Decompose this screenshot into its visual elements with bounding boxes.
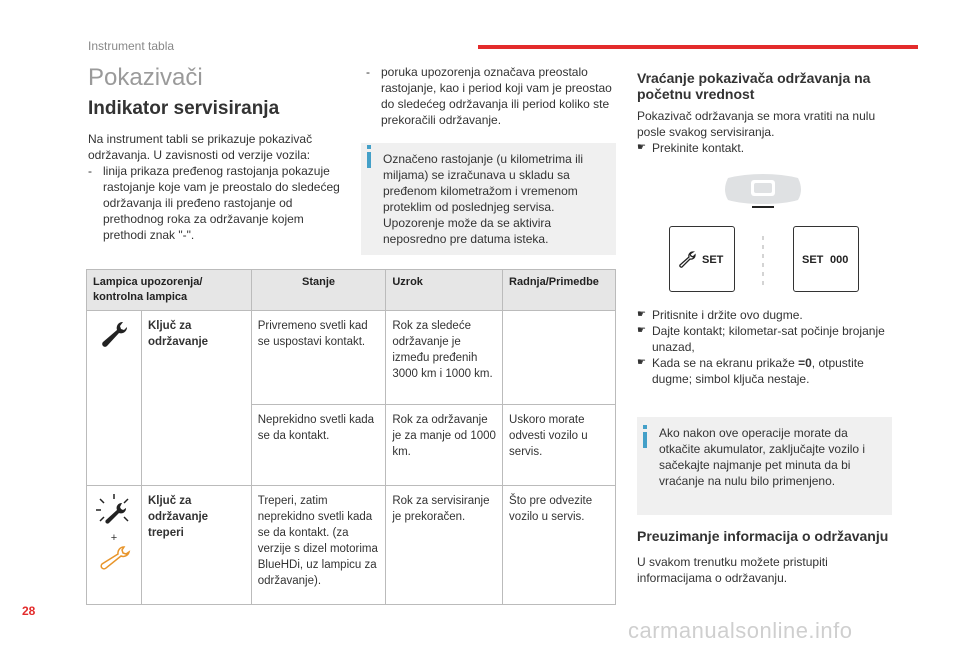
intro-item-2: - poruka upozorenja označava preostalo rastojanje, kao i period koji vam je preostao do sledećeg održavanja ili period koliko ste prekoračili održavanje. (366, 64, 616, 128)
table-header-row (87, 270, 616, 311)
warning-lamp-table (86, 269, 616, 605)
table-header: Uzrok (386, 270, 503, 311)
action-cell: Što pre odvezite vozilo u servis. (503, 486, 616, 605)
orange-wrench-icon (96, 544, 132, 570)
info-text-battery: Ako nakon ove operacije morate da otkačite akumulator, zaključajte vozilo i sačekajte najmanje pet minuta da bi vraćanje na nulu bilo primenjeno. (659, 426, 866, 488)
cause-cell: Rok za održavanje je za manje od 1000 km. (386, 404, 503, 485)
intro-item-1: - linija prikaza pređenog rastojanja pokazuje rastojanje koje vam je preostalo do sledećeg održavanja ili pređeno rastojanje od prethodnog roka za održavanje kojem prethodi znak "-". (88, 163, 340, 243)
set-label: SET (702, 254, 724, 266)
intro-continued (366, 64, 616, 128)
section-title: Instrument tabla (88, 39, 175, 53)
info-icon-dot (643, 425, 647, 429)
watermark: carmanualsonline.info (628, 618, 853, 643)
set-label: SET (802, 254, 824, 266)
info-box-distance (361, 143, 616, 255)
page-title: Indikator servisiranja (88, 98, 280, 119)
step-4 (637, 355, 895, 387)
action-cell (503, 311, 616, 405)
flashing-wrench-icon (94, 493, 134, 527)
accent-bar (478, 45, 918, 49)
instrument-panel-icon (722, 170, 804, 210)
reset-steps (637, 307, 895, 387)
cause-cell: Rok za sledeće održavanje je između pređenih 3000 km i 1000 km. (386, 311, 503, 405)
info-text-distance: Označeno rastojanje (u kilometrima ili miljama) se izračunava u skladu sa pređenom kilometražom i vremenom proteklim od poslednjeg servisa. Upozorenje može da se aktivira neposredno pre datuma isteka. (383, 152, 584, 246)
info-icon (367, 152, 371, 168)
retrieve-text: U svakom trenutku možete pristupiti informacijama o održavanju. (637, 555, 828, 585)
table-row (87, 311, 616, 405)
divider-line (758, 236, 768, 286)
table-row (87, 486, 616, 605)
state-cell: Privremeno svetli kad se uspostavi kontakt. (251, 311, 386, 405)
action-cell: Uskoro morate odvesti vozilo u servis. (503, 404, 616, 485)
step-4-text-end: , otpustite dugme; simbol ključa nestaje. (652, 356, 864, 386)
wrench-icon (678, 251, 698, 269)
table-header: Radnja/Primedbe (503, 270, 616, 311)
step-2: ☛ Pritisnite i držite ovo dugme. (637, 307, 895, 323)
cause-cell: Rok za servisiranje je prekoračen. (386, 486, 503, 605)
step-4-text: Kada se na ekranu prikaže (652, 356, 799, 370)
reset-section (637, 70, 892, 156)
retrieve-title: Preuzimanje informacija o održavanju (637, 528, 889, 544)
wrench-icon (97, 318, 131, 348)
state-cell: Treperi, zatim neprekidno svetli kada se da kontakt. (za verzije s dizel motorima BlueHDi, uz lampicu za održavanje). (251, 486, 386, 605)
lamp-cell (87, 311, 142, 486)
lamp-name: Ključ za održavanje (141, 311, 251, 486)
step-3: ☛ Dajte kontakt; kilometar-sat počinje brojanje unazad, (637, 323, 895, 355)
table-header: Lampica upozorenja/ kontrolna lampica (87, 270, 252, 311)
table-header: Stanje (251, 270, 386, 311)
info-icon (643, 432, 647, 448)
reset-text: Pokazivač održavanja se mora vratiti na nulu posle svakog servisiranja. (637, 109, 876, 139)
reset-title: Vraćanje pokazivača održavanja na početnu vrednost (637, 70, 871, 102)
lamp-cell (87, 486, 142, 605)
retrieve-section (637, 528, 899, 586)
category-heading: Pokazivači (88, 64, 203, 91)
set-display (793, 226, 859, 292)
intro-block (88, 131, 340, 243)
info-box-battery (637, 417, 892, 515)
zero-display: 000 (830, 254, 849, 266)
info-icon-dot (367, 145, 371, 149)
state-cell: Neprekidno svetli kada se da kontakt. (251, 404, 386, 485)
step-4-value: =0 (798, 356, 812, 370)
page-number: 28 (22, 604, 36, 618)
set-button[interactable] (669, 226, 735, 292)
plus-sign: + (110, 532, 118, 544)
step-1: ☛ Prekinite kontakt. (637, 140, 892, 156)
intro-text: Na instrument tabli se prikazuje pokazivač održavanja. U zavisnosti od verzije vozila: (88, 132, 313, 162)
lamp-name: Ključ za održavanje treperi (141, 486, 251, 605)
